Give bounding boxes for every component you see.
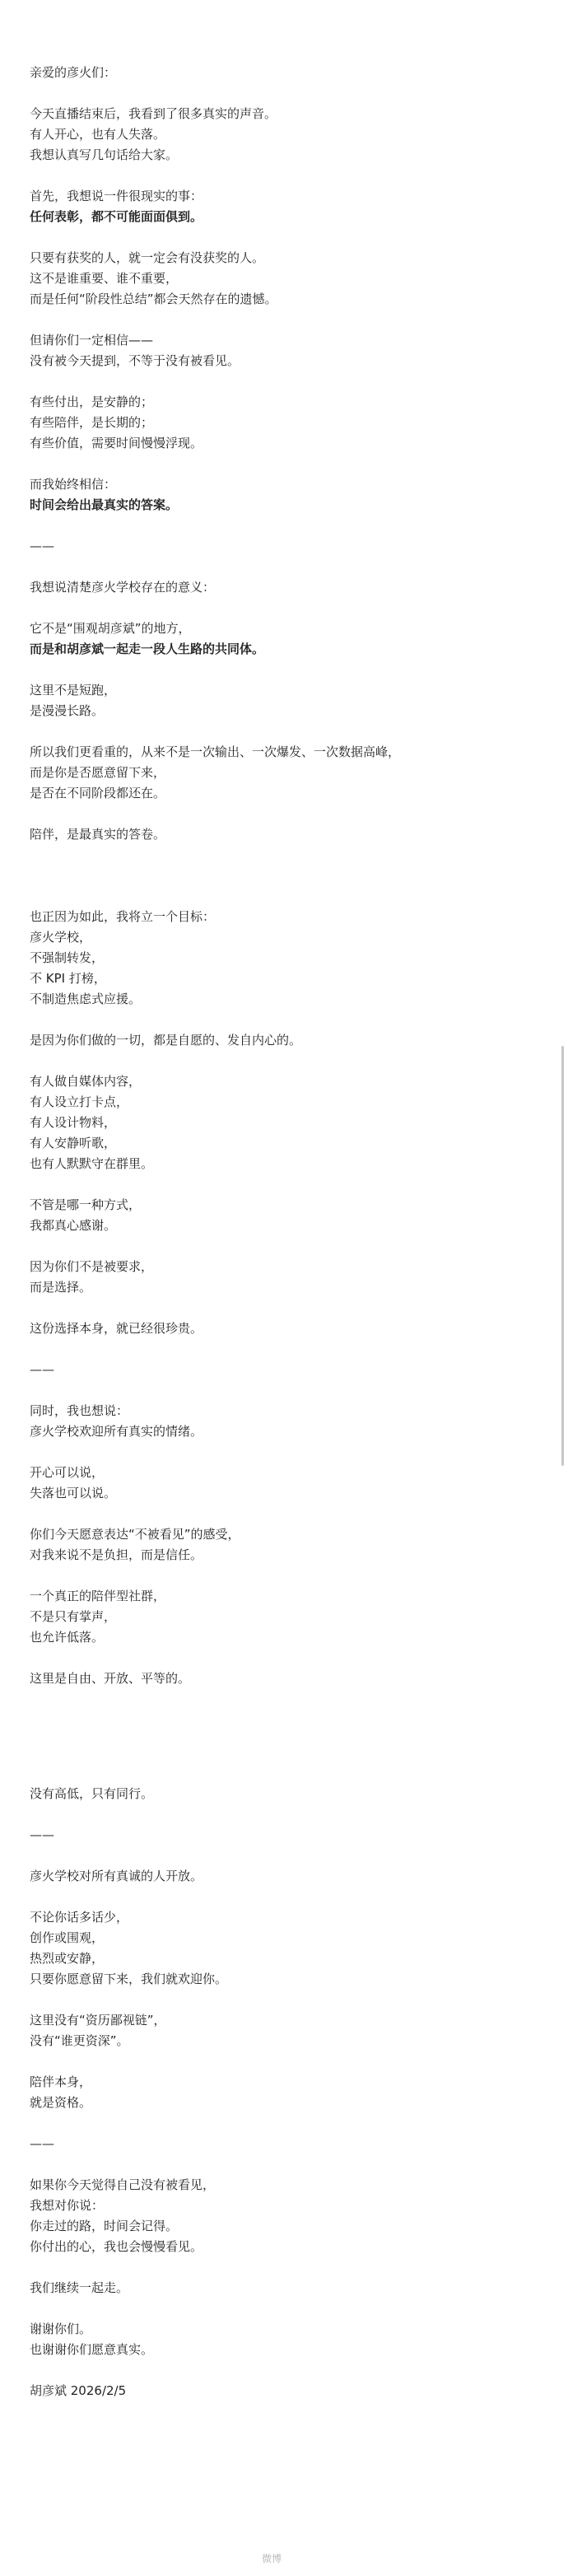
paragraph (30, 1318, 540, 1339)
paragraph (30, 392, 540, 454)
text-line: 失落也可以说。 (30, 1486, 117, 1500)
text-line: 我想对你说： (30, 2198, 105, 2213)
paragraph (30, 824, 540, 845)
text-line: 而是任何“阶段性总结”都会天然存在的遗憾。 (30, 292, 277, 306)
text-line: 我们继续一起走。 (30, 2280, 129, 2295)
emphasis-line: 任何表彰，都不可能面面俱到。 (30, 209, 203, 224)
text-line: 不制造焦虑式应援。 (30, 992, 142, 1006)
text-line: 没有高低，只有同行。 (30, 1786, 154, 1801)
text-line: 彦火学校欢迎所有真实的情绪。 (30, 1424, 203, 1439)
paragraph (30, 1030, 540, 1051)
paragraph (30, 536, 540, 557)
text-line: 不论你话多话少， (30, 1910, 129, 1925)
text-line: 是漫漫长路。 (30, 703, 105, 718)
text-line: 也谢谢你们愿意真实。 (30, 2342, 154, 2357)
text-line: 也允许低落。 (30, 1630, 105, 1645)
paragraph (30, 474, 540, 516)
paragraph (30, 1360, 540, 1380)
paragraph (30, 330, 540, 371)
text-line: 这里没有“资历鄙视链”， (30, 2013, 166, 2028)
paragraph (30, 1071, 540, 1174)
text-line: 有人开心，也有人失落。 (30, 127, 166, 142)
paragraph (30, 1257, 540, 1298)
text-line: 没有“谁更资深”。 (30, 2033, 129, 2048)
text-line: 我都真心感谢。 (30, 1218, 117, 1233)
text-line: 不强制转发， (30, 950, 105, 965)
text-line: 有人设立打卡点， (30, 1094, 129, 1109)
text-line: 这不是谁重要、谁不重要， (30, 271, 179, 286)
text-line: 我想说清楚彦火学校存在的意义： (30, 580, 216, 595)
paragraph (30, 577, 540, 598)
scrollbar[interactable] (561, 1046, 564, 1466)
text-line: 没有被今天提到，不等于没有被看见。 (30, 353, 240, 368)
paragraph (30, 2278, 540, 2298)
text-line: 不 KPI 打榜， (30, 971, 106, 986)
text-line: 但请你们一定相信—— (30, 333, 154, 348)
text-line: 是否在不同阶段都还在。 (30, 786, 166, 800)
text-line: 谢谢你们。 (30, 2322, 92, 2336)
text-line: 有人安静听歌， (30, 1136, 117, 1150)
paragraph (30, 2319, 540, 2360)
text-line: 你走过的路，时间会记得。 (30, 2219, 179, 2233)
paragraph (30, 104, 540, 166)
text-line: 创作或围观， (30, 1930, 105, 1945)
paragraph (30, 742, 540, 804)
paragraph (30, 1195, 540, 1236)
paragraph (30, 1668, 540, 1689)
text-line: 而是选择。 (30, 1280, 92, 1295)
paragraph (30, 907, 540, 1010)
paragraph (30, 680, 540, 721)
paragraph (30, 1401, 540, 1442)
text-line: 也有人默默守在群里。 (30, 1156, 154, 1171)
text-line: 是因为你们做的一切，都是自愿的、发自内心的。 (30, 1033, 302, 1048)
text-line: 热烈或安静， (30, 1951, 105, 1966)
paragraph (30, 186, 540, 227)
emphasis-line: 时间会给出最真实的答案。 (30, 497, 179, 512)
text-line: 有人做自媒体内容， (30, 1074, 142, 1089)
paragraph (30, 2175, 540, 2257)
text-line: 一个真正的陪伴型社群， (30, 1589, 166, 1603)
text-line: 不管是哪一种方式， (30, 1197, 142, 1212)
paragraph (30, 1586, 540, 1648)
text-line: 你们今天愿意表达“不被看见”的感受， (30, 1527, 240, 1542)
text-line: 而是你是否愿意留下来， (30, 765, 166, 780)
text-line: 这份选择本身，就已经很珍贵。 (30, 1321, 203, 1336)
section-divider: —— (30, 2136, 54, 2151)
paragraph (30, 618, 540, 660)
paragraph (30, 2381, 540, 2401)
paragraph (30, 63, 540, 83)
text-line: 今天直播结束后，我看到了很多真实的声音。 (30, 106, 277, 121)
paragraph (30, 1866, 540, 1887)
text-line: 陪伴本身， (30, 2074, 92, 2089)
section-divider: —— (30, 539, 54, 553)
text-line: 只要你愿意留下来，我们就欢迎你。 (30, 1972, 228, 1986)
text-line: 彦火学校， (30, 930, 92, 945)
text-line: 有些陪伴，是长期的； (30, 415, 154, 430)
section-divider: —— (30, 1362, 54, 1377)
paragraph (30, 2072, 540, 2113)
text-line: 就是资格。 (30, 2095, 92, 2110)
text-line: 而我始终相信： (30, 477, 117, 492)
paragraph (30, 1784, 540, 1804)
watermark: 微博 (262, 2553, 282, 2564)
text-line: 亲爱的彦火们： (30, 65, 117, 80)
text-line: 对我来说不是负担，而是信任。 (30, 1547, 203, 1562)
emphasis-line: 而是和胡彦斌一起走一段人生路的共同体。 (30, 642, 265, 656)
text-line: 我想认真写几句话给大家。 (30, 147, 179, 162)
text-line: 有些价值，需要时间慢慢浮现。 (30, 436, 203, 450)
paragraph (30, 2134, 540, 2154)
text-line: 彦火学校对所有真诚的人开放。 (30, 1869, 203, 1883)
text-line: 这里是自由、开放、平等的。 (30, 1671, 191, 1686)
paragraph (30, 248, 540, 310)
text-line: 开心可以说， (30, 1465, 105, 1480)
letter-body (30, 63, 540, 2401)
text-line: 所以我们更看重的，从来不是一次输出、一次爆发、一次数据高峰， (30, 744, 401, 759)
text-line: 只要有获奖的人，就一定会有没获奖的人。 (30, 250, 265, 265)
paragraph (30, 1825, 540, 1846)
text-line: 也正因为如此，我将立一个目标： (30, 909, 216, 924)
section-divider: —— (30, 1827, 54, 1842)
text-line: 不是只有掌声， (30, 1609, 117, 1624)
text-line: 因为你们不是被要求， (30, 1259, 154, 1274)
text-line: 如果你今天觉得自己没有被看见， (30, 2177, 216, 2192)
paragraph (30, 2010, 540, 2051)
text-line: 你付出的心，我也会慢慢看见。 (30, 2239, 203, 2254)
paragraph (30, 1524, 540, 1566)
paragraph (30, 1463, 540, 1504)
text-line: 胡彦斌 2026/2/5 (30, 2383, 127, 2398)
text-line: 陪伴，是最真实的答卷。 (30, 827, 166, 842)
text-line: 有人设计物料， (30, 1115, 117, 1130)
text-line: 有些付出，是安静的； (30, 394, 154, 409)
text-line: 它不是“围观胡彦斌”的地方， (30, 621, 191, 636)
text-line: 同时，我也想说： (30, 1403, 129, 1418)
text-line: 首先，我想说一件很现实的事： (30, 189, 203, 203)
text-line: 这里不是短跑， (30, 683, 117, 698)
paragraph (30, 1907, 540, 1990)
